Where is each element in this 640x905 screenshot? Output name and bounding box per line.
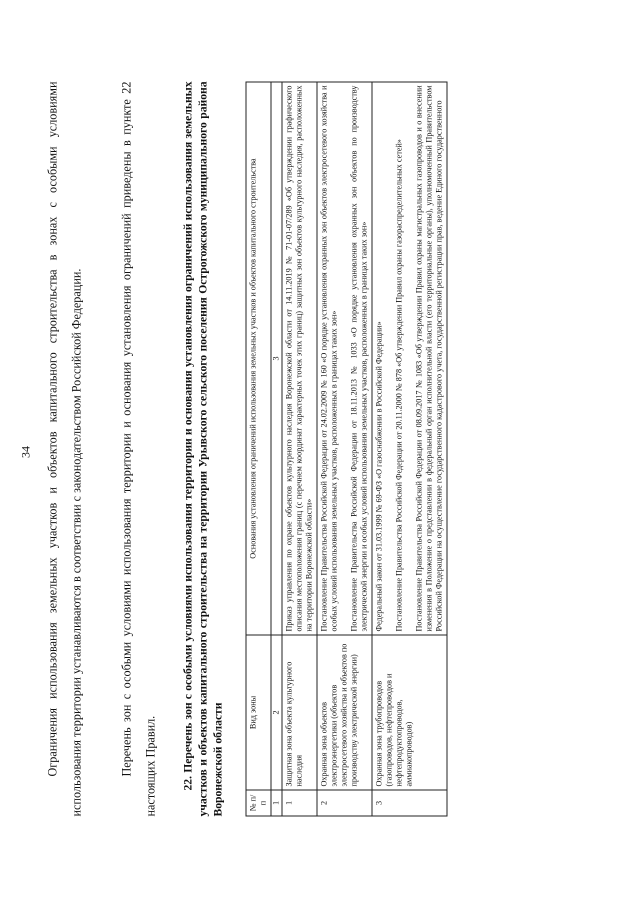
- header-number: № п/п: [246, 790, 271, 816]
- section-title: Перечень зон с особыми условиями использования территории и основания установления ограничений использования земельных участков и объектов капитального строительства на территории Урывского сельского поселения Острогожского муниципального района Воронежской области: [181, 81, 225, 817]
- page-number: 34: [18, 446, 33, 458]
- table-header-row: [246, 82, 271, 816]
- section-heading: [181, 82, 226, 817]
- paragraph-restrictions: Ограничения использования земельных участков и объектов капитального строительства в зонах с особыми условиями использования территории устанавливаются в соответствии с законодательством Российской Федерации.: [45, 81, 84, 817]
- column-number: 1: [271, 790, 282, 816]
- row-number: 1: [282, 790, 317, 816]
- zone-type: Охранная зона трубопроводов (газопроводов, нефтепроводов и нефтепродуктопроводов, аммиакопроводов): [372, 635, 447, 790]
- zone-type: Защитная зона объекта культурного наследия: [282, 635, 317, 790]
- rotated-page: [1, 0, 640, 905]
- basis-cell: [317, 82, 372, 635]
- table-row: [317, 82, 372, 816]
- header-basis: Основания установления ограничений использования земельных участков и объектов капитального строительства: [246, 82, 271, 635]
- section-number: 22.: [181, 776, 195, 791]
- zone-type: Охранная зона объектов электроэнергетики (объектов электросетевого хозяйства и объектов по производству электрической энергии): [317, 635, 372, 790]
- zones-table: [246, 82, 448, 817]
- row-number: 3: [372, 790, 447, 816]
- basis-cell: [282, 82, 317, 635]
- basis-document: Постановление Правительства Российской Федерации от 24.02.2009 № 160 «О порядке установления охранных зон объектов электросетевого хозяйства и особых условий использования земельных участков, расположенных в границах таких зон»: [319, 85, 339, 632]
- table-row: [282, 82, 317, 816]
- header-zone-type: Вид зоны: [246, 635, 271, 790]
- column-number-row: [271, 82, 282, 816]
- basis-document: Приказ управления по охране объектов культурного наследия Воронежской области от 14.11.2019 № 71-01-07/289 «Об утверждении графического описания местоположения границ (с перечнем координат характерных точек этих границ) защитных зон объектов культурного наследия, расположенных на территории Воронежской области»: [284, 85, 314, 632]
- basis-document: Постановление Правительства Российской Федерации от 20.11.2000 № 878 «Об утверждении Правил охраны газораспределительных сетей»: [394, 139, 404, 632]
- basis-document: Постановление Правительства Российской Федерации от 18.11.2013 № 1033 «О порядке установления охранных зон объектов по производству электрической энергии и особых условий использования земельных участков, расположенных в границах таких зон»: [349, 85, 369, 632]
- column-number: 2: [271, 635, 282, 790]
- basis-document: Постановление Правительства Российской Федерации от 08.09.2017 № 1083 «Об утверждении Правил охраны магистральных газопроводов и о внесении изменения в Положение о представлении в федеральный орган исполнительной власти (его территориальные органы), уполномоченный Правительством Российской Федерации на осуществление государственного кадастрового учета, государственной регистрации прав, ведение Единого государственного: [414, 85, 444, 632]
- basis-cell: [372, 82, 447, 635]
- row-number: 2: [317, 790, 372, 816]
- basis-document: Федеральный закон от 31.03.1999 № 69-ФЗ «О газоснабжении в Российской Федерации»: [374, 321, 384, 632]
- paragraph-list-reference: Перечень зон с особыми условиями использования территории и основания установления ограничений приведены в пункте 22 настоящих Правил.: [119, 81, 158, 817]
- column-number: 3: [271, 82, 282, 635]
- table-row: [372, 82, 447, 816]
